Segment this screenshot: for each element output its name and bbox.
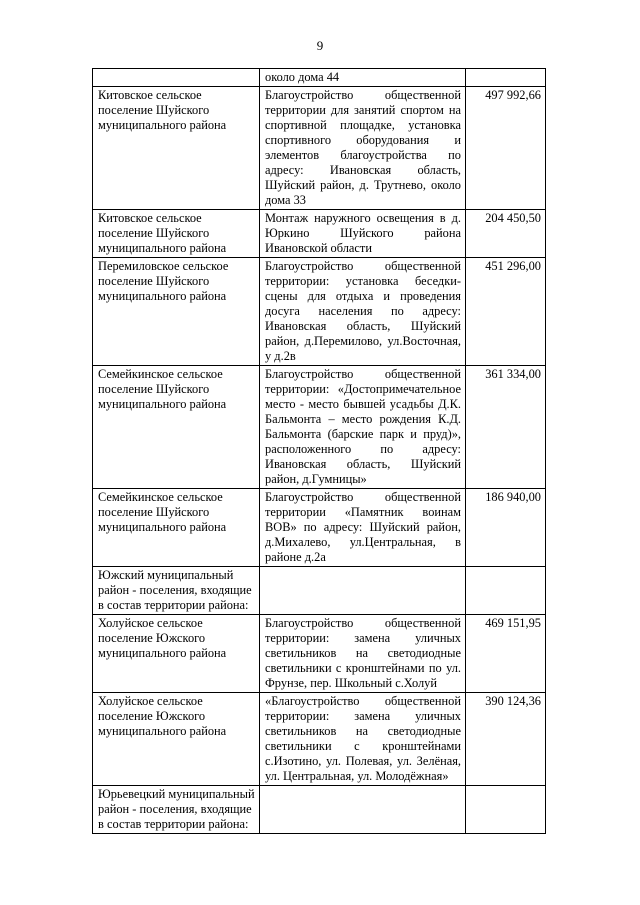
page-number: 9: [316, 38, 324, 53]
description-cell: Благоустройство общественной территории для занятий спортом на спортивной площадке, установка спортивного оборудования и элементов благоустройства по адресу: Ивановская область, Шуйский район, д. Трутнево, около дома 33: [260, 87, 466, 210]
amount-cell: [466, 69, 546, 87]
table-row: [93, 69, 546, 87]
amount-cell: 390 124,36: [466, 693, 546, 786]
amount-cell: 497 992,66: [466, 87, 546, 210]
table-row: [93, 615, 546, 693]
description-cell: [260, 567, 466, 615]
subsidy-table: [92, 68, 546, 834]
description-cell: «Благоустройство общественной территории: замена уличных светильников на светодиодные светильники с кронштейнами с.Изотино, ул. Полевая, ул. Зелёная, ул. Центральная, ул. Молодёжная»: [260, 693, 466, 786]
recipient-cell: Семейкинское сельское поселение Шуйского муниципального района: [93, 366, 260, 489]
description-cell: Благоустройство общественной территории: «Достопримечательное место - место бывшей усадьбы Д.К. Бальмонта – место рождения К.Д. Бальмонта (барские парк и пруд)», расположенного по адресу: Ивановская область, Шуйский район, д.Гумницы»: [260, 366, 466, 489]
amount-cell: [466, 786, 546, 834]
amount-cell: 469 151,95: [466, 615, 546, 693]
recipient-cell: [93, 69, 260, 87]
amount-cell: 451 296,00: [466, 258, 546, 366]
amount-cell: [466, 567, 546, 615]
recipient-cell: Южский муниципальный район - поселения, входящие в состав территории района:: [93, 567, 260, 615]
recipient-cell: Китовское сельское поселение Шуйского муниципального района: [93, 87, 260, 210]
table-row: [93, 693, 546, 786]
description-cell: Монтаж наружного освещения в д. Юркино Шуйского района Ивановской области: [260, 210, 466, 258]
table-row: [93, 489, 546, 567]
description-cell: около дома 44: [260, 69, 466, 87]
amount-cell: 204 450,50: [466, 210, 546, 258]
table-row: [93, 567, 546, 615]
description-cell: Благоустройство общественной территории: замена уличных светильников на светодиодные светильники с кронштейнами по ул. Фрунзе, пер. Школьный с.Холуй: [260, 615, 466, 693]
table-row: [93, 210, 546, 258]
table-row: [93, 366, 546, 489]
recipient-cell: Перемиловское сельское поселение Шуйского муниципального района: [93, 258, 260, 366]
amount-cell: 186 940,00: [466, 489, 546, 567]
recipient-cell: Китовское сельское поселение Шуйского муниципального района: [93, 210, 260, 258]
table-row: [93, 258, 546, 366]
recipient-cell: Холуйское сельское поселение Южского муниципального района: [93, 615, 260, 693]
recipient-cell: Семейкинское сельское поселение Шуйского муниципального района: [93, 489, 260, 567]
recipient-cell: Юрьевецкий муниципальный район - поселения, входящие в состав территории района:: [93, 786, 260, 834]
description-cell: Благоустройство общественной территории: установка беседки-сцены для отдыха и проведения досуга населения по адресу: Ивановская область, Шуйский район, д.Перемилово, ул.Восточная, у д.2в: [260, 258, 466, 366]
recipient-cell: Холуйское сельское поселение Южского муниципального района: [93, 693, 260, 786]
table-row: [93, 786, 546, 834]
amount-cell: 361 334,00: [466, 366, 546, 489]
description-cell: [260, 786, 466, 834]
table-row: [93, 87, 546, 210]
description-cell: Благоустройство общественной территории «Памятник воинам ВОВ» по адресу: Шуйский район, д.Михалево, ул.Центральная, в районе д.2а: [260, 489, 466, 567]
